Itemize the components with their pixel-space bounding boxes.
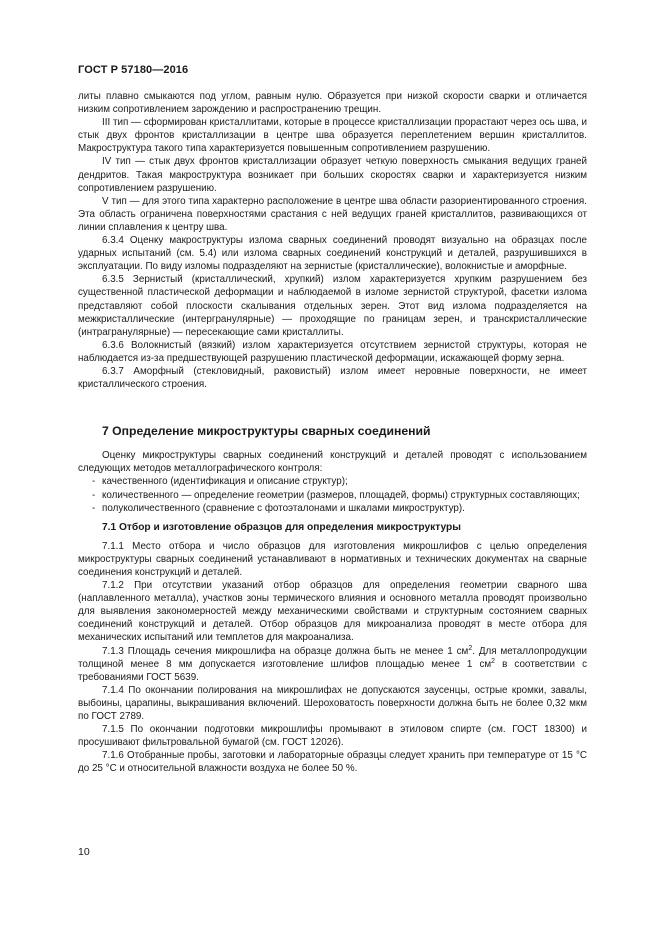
list-item-text: полуколичественного (сравнение с фотоэталонами и шкалами микроструктур). [102, 502, 465, 514]
superscript: 2 [491, 657, 496, 665]
document-body [78, 90, 587, 776]
paragraph-continuation: литы плавно смыкаются под углом, равным нулю. Образуется при низкой скорости сварки и отличается низким сопротивлением зарождению и распространению трещин. [78, 91, 587, 116]
subsection-7-1-heading: 7.1 Отбор и изготовление образцов для определения микроструктуры [102, 521, 461, 533]
clause-7-1-5: 7.1.5 По окончании подготовки микрошлифы промывают в этиловом спирте (см. ГОСТ 18300) и просушивают фильтровальной бумагой (см. ГОСТ 12026). [78, 724, 587, 749]
list-item-text: количественного — определение геометрии (размеров, площадей, формы) структурных составляющих; [102, 489, 580, 501]
superscript: 2 [468, 644, 473, 652]
clause-6-3-7: 6.3.7 Аморфный (стекловидный, раковистый) излом имеет неровные поверхности, не имеет кристаллического строения. [78, 365, 587, 391]
section-7-heading: 7 Определение микроструктуры сварных соединений [102, 424, 431, 439]
list-item: - количественного — определение геометрии (размеров, площадей, формы) структурных составляющих; [92, 489, 580, 501]
clause-7-1-3 [78, 645, 587, 684]
clause-6-3-4: 6.3.4 Оценку макроструктуры излома сварных соединений проводят визуально на образцах после ударных испытаний (см. 5.4) или излома сварных соединений конструкций и деталей, разрушившихся в эксплуатации. По виду изломы подразделяют на зернистые (кристаллические), волокнистые и аморфные. [78, 235, 587, 273]
clause-7-1-1: 7.1.1 Место отбора и число образцов для изготовления микрошлифов с целью определения микроструктуры сварных соединений устанавливают в нормативных и технических документах на сварные соединения конструкций и деталей. [78, 540, 587, 578]
clause-7-1-4: 7.1.4 По окончании полирования на микрошлифах не допускаются заусенцы, острые кромки, завалы, выбоины, царапины, выкрашивания включений. Шероховатость поверхности должна быть не более 0,32 мкм по ГОСТ 2789. [78, 684, 587, 723]
clause-6-3-6: 6.3.6 Волокнистый (вязкий) излом характеризуется отсутствием зернистой структуры, которая не наблюдается из-за предшествующей разрушению пластической деформации, искажающей форму зерна. [78, 339, 587, 364]
list-item-text: качественного (идентификация и описание структур); [102, 476, 348, 488]
list-item: - полуколичественного (сравнение с фотоэталонами и шкалами микроструктур). [92, 502, 465, 514]
clause-7-1-3-part-a: 7.1.3 Площадь сечения микрошлифа на образце должна быть не менее 1 см [102, 645, 469, 657]
clause-6-3-5: 6.3.5 Зернистый (кристаллический, хрупкий) излом характеризуется хрупким разрушением без существенной пластической деформации и наблюдаемой в изломе зернистой структурой, фасетки излома представляют собой плоскости скалывания отдельных зерен. Этот вид излома подразделяется на межкристаллические (интергранулярные) — проходящие по границам зерен, и транскристаллические (интрагранулярные) — пересекающие сами кристаллиты. [78, 274, 587, 338]
paragraph-type-4: IV тип — стык двух фронтов кристаллизации образует четкую поверхность смыкания ведущих граней дендритов. Такая макроструктура возникает при больших скоростях сварки и характеризуется низким сопротивлением разрушению. [78, 156, 587, 194]
standard-header: ГОСТ Р 57180—2016 [78, 64, 189, 76]
clause-7-1-3-part-c: в соответствии с требованиями ГОСТ 5639. [78, 658, 588, 683]
clause-7-1-3-part-b: . Для металлопродукции толщиной менее 8 мм допускается изготовление шлифов площадью менее 1 см [78, 645, 587, 670]
list-item: - качественного (идентификация и описание структур); [92, 476, 348, 488]
clause-7-1-2: 7.1.2 При отсутствии указаний отбор образцов для определения геометрии сварного шва (наплавленного металла), участков зоны термического влияния и основного металла проводят произвольно для выявления закономерностей между механическими свойствами и структурным состоянием сварных соединений конструкций и деталей. Отбор образцов для микроанализа проводят в месте отбора для механических испытаний или темплетов для макроанализа. [78, 580, 587, 644]
paragraph-type-5: V тип — для этого типа характерно расположение в центре шва области разориентированного строения. Эта область ограничена поверхностями срастания с ней ведущих граней кристаллитов, развивающихся от линии сплавления к центру шва. [78, 195, 587, 233]
clause-7-1-6: 7.1.6 Отобранные пробы, заготовки и лабораторные образцы следует хранить при температуре от 15 °С до 25 °С и относительной влажности воздуха не более 50 %. [78, 750, 587, 775]
page-number: 10 [78, 846, 90, 858]
paragraph-type-3: III тип — сформирован кристаллитами, которые в процессе кристаллизации прорастают через ось шва, и стык двух фронтов кристаллизации в центре шва образуется переплетением вершин кристаллитов. Макроструктура такого типа характеризуется повышенным сопротивлением разрушению. [78, 117, 587, 155]
section-7-intro: Оценку микроструктуры сварных соединений конструкций и деталей проводят с использованием следующих методов металлографического контроля: [78, 450, 587, 475]
